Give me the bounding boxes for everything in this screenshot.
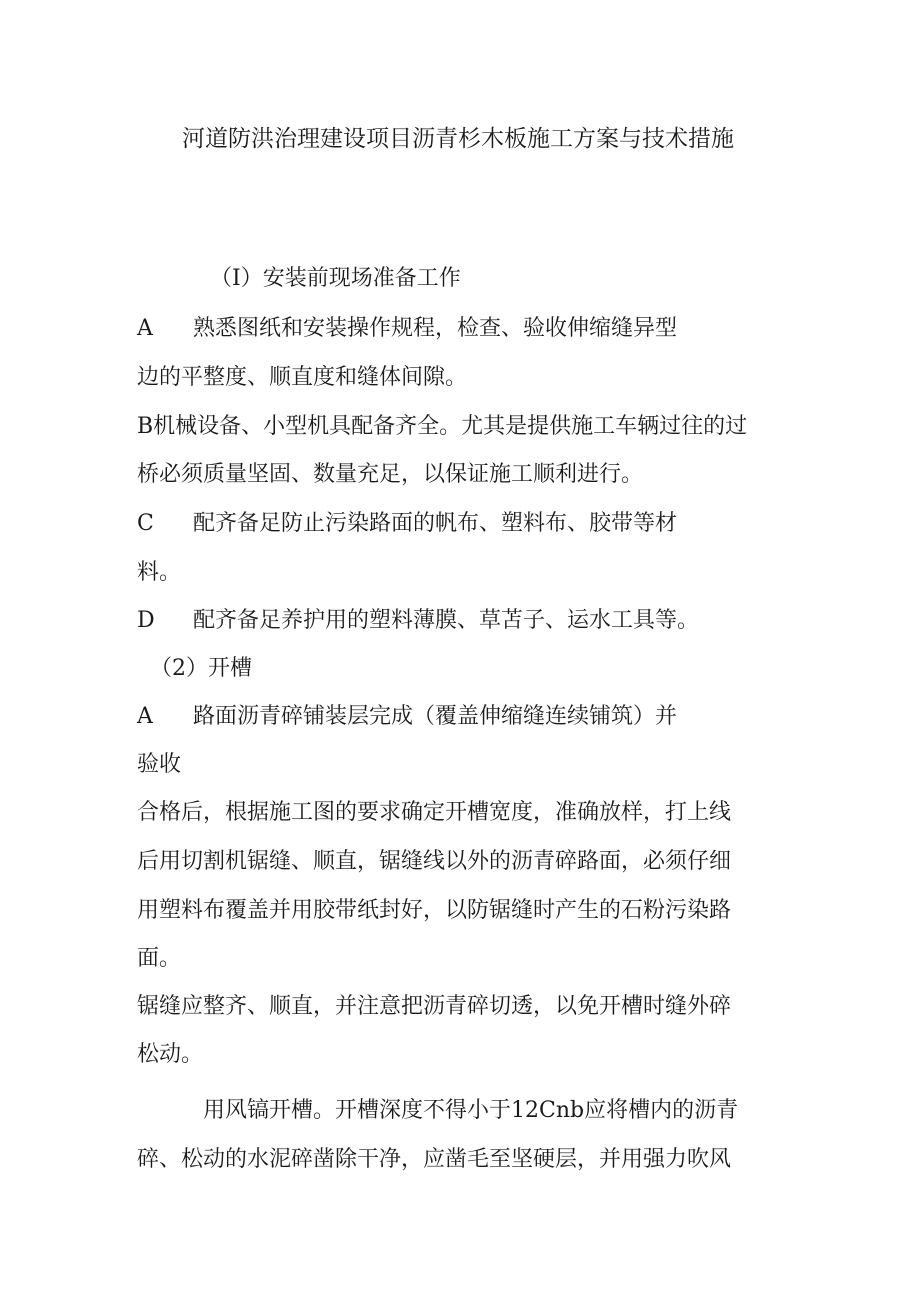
item-b-line-1: B机械设备、小型机具配备齐全。尤其是提供施工车辆过往的过 (137, 414, 748, 439)
paragraph-3-line-1: 用风镐开槽。开槽深度不得小于12Cnb应将槽内的沥青 (203, 1098, 739, 1123)
groove-item-a-line-1 (137, 706, 677, 728)
paragraph-2-line-2: 松动。 (137, 1042, 204, 1067)
item-a-line-1 (137, 318, 677, 340)
item-marker: A (137, 704, 153, 729)
item-b-line-2: 桥必须质量坚固、数量充足，以保证施工顺利进行。 (137, 462, 644, 487)
paragraph-1-line-3: 用塑料布覆盖并用胶带纸封好，以防锯缝时产生的石粉污染路 (137, 898, 732, 923)
section-heading-preparation: （I）安装前现场准备工作 (210, 266, 461, 291)
item-a-line-2: 边的平整度、顺直度和缝体间隙。 (137, 365, 468, 390)
item-c-line-1 (137, 513, 677, 535)
item-marker: C (137, 511, 154, 536)
paragraph-3-line-2: 碎、松动的水泥碎凿除干净，应凿毛至坚硬层，并用强力吹风 (137, 1147, 732, 1172)
item-text: 熟悉图纸和安装操作规程，检查、验收伸缩缝异型 (193, 316, 678, 341)
section-heading-grooving: （2）开槽 (150, 656, 252, 681)
groove-item-a-line-2: 验收 (137, 752, 182, 777)
paragraph-2-line-1: 锯缝应整齐、顺直，并注意把沥青碎切透，以免开槽时缝外碎 (137, 994, 732, 1019)
item-text: 路面沥青碎铺装层完成（覆盖伸缩缝连续铺筑）并 (193, 704, 678, 729)
item-marker: A (137, 316, 153, 341)
item-c-line-2: 料。 (137, 560, 182, 585)
item-text: 配齐备足防止污染路面的帆布、塑料布、胶带等材 (193, 511, 678, 536)
paragraph-1-line-1: 合格后，根据施工图的要求确定开槽宽度，准确放样，打上线 (137, 800, 732, 825)
paragraph-1-line-4: 面。 (137, 946, 182, 971)
document-title: 河道防洪治理建设项目沥青杉木板施工方案与技术措施 (182, 126, 734, 152)
item-marker: D (137, 608, 155, 633)
item-d-line-1 (137, 610, 699, 632)
paragraph-1-line-2: 后用切割机锯缝、顺直，锯缝线以外的沥青碎路面，必须仔细 (137, 849, 732, 874)
item-text: 配齐备足养护用的塑料薄膜、草苫子、运水工具等。 (193, 608, 700, 633)
